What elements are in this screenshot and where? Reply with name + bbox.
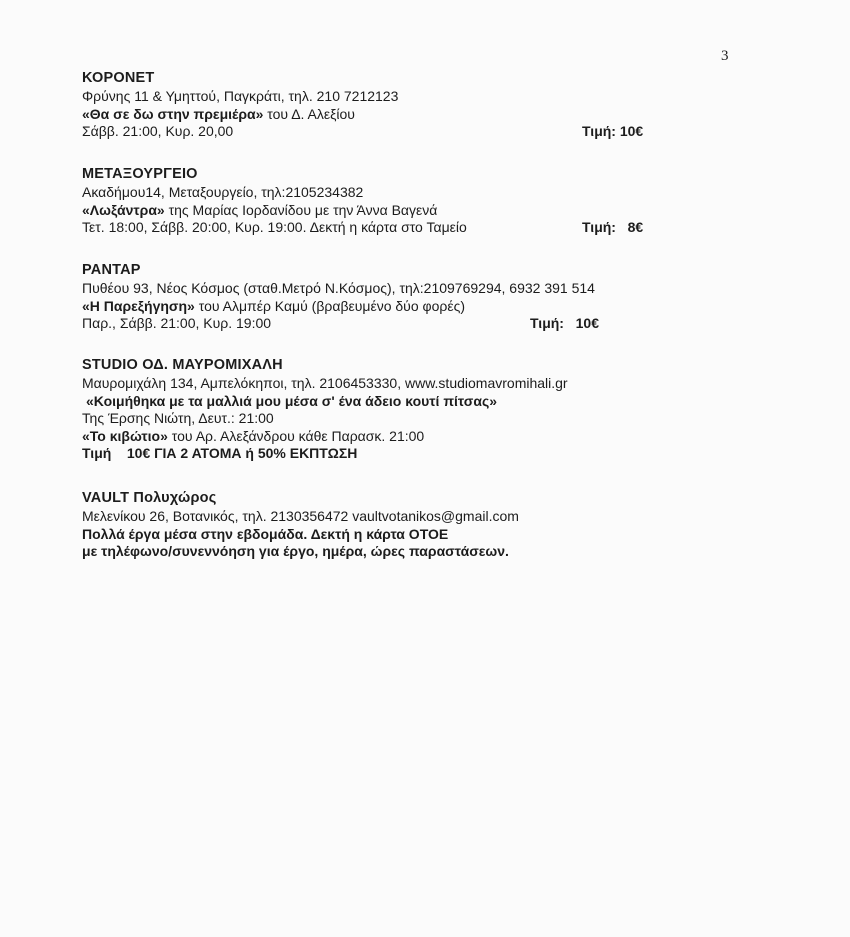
- venue-studio-mavromihali: [82, 356, 662, 463]
- venue-vault: [82, 489, 662, 561]
- price: [582, 219, 643, 237]
- play-credit: του Αλμπέρ Καμύ (βραβευμένο δύο φορές): [194, 297, 465, 314]
- venue-address: Πυθέου 93, Νέος Κόσμος (σταθ.Μετρό Ν.Κόσμος), τηλ:2109769294, 6932 391 514: [82, 280, 595, 296]
- venue-radar: [82, 261, 662, 333]
- venue-name: STUDIO ΟΔ. ΜΑΥΡΟΜΙΧΑΛΗ: [82, 357, 283, 373]
- price-value: 10€: [575, 315, 599, 331]
- page-number: 3: [721, 48, 729, 64]
- venue-address: Μαυρομιχάλη 134, Αμπελόκηποι, τηλ. 2106453330, www.studiomavromihali.gr: [82, 375, 568, 391]
- play1-credit: Της Έρσης Νιώτη, Δευτ.: 21:00: [82, 410, 274, 426]
- schedule: Τετ. 18:00, Σάββ. 20:00, Κυρ. 19:00. Δεκτή η κάρτα στο Ταμείο: [82, 219, 467, 235]
- venue-name: ΚΟΡΟΝΕΤ: [82, 70, 155, 86]
- venue-address: Φρύνης 11 & Υμηττού, Παγκράτι, τηλ. 210 7212123: [82, 88, 399, 104]
- price-label: Τιμή:: [530, 315, 564, 331]
- schedule: Σάββ. 21:00, Κυρ. 20,00: [82, 123, 234, 139]
- venue-name: VAULT Πολυχώρος: [82, 490, 217, 506]
- price-label: Τιμή: [82, 445, 112, 461]
- play2-credit: του Αρ. Αλεξάνδρου κάθε Παρασκ. 21:00: [167, 427, 425, 444]
- price: [582, 123, 643, 141]
- play2-line: [82, 428, 662, 446]
- venue-address: Μελενίκου 26, Βοτανικός, τηλ. 2130356472 vaultvotanikos@gmail.com: [82, 508, 519, 524]
- price-label: Τιμή:: [582, 123, 616, 139]
- venue-koronet: [82, 69, 662, 141]
- price-value: 8€: [627, 219, 644, 235]
- play-credit: του Δ. Αλεξίου: [263, 105, 355, 122]
- venue-name: ΡΑΝΤΑΡ: [82, 262, 141, 278]
- play-line: [82, 298, 662, 316]
- price-line: [82, 445, 662, 463]
- price: [530, 315, 599, 333]
- venue-name: ΜΕΤΑΞΟΥΡΓΕΙΟ: [82, 166, 198, 182]
- play2-title: «Το κιβώτιο»: [82, 427, 168, 444]
- price-value: 10€: [619, 123, 644, 139]
- play-title: «Θα σε δω στην πρεμιέρα»: [82, 105, 264, 122]
- play-line: [82, 202, 662, 220]
- play1-title: «Κοιμήθηκα με τα μαλλιά μου μέσα σ' ένα άδειο κουτί πίτσας»: [86, 392, 498, 409]
- venue-address: Ακαδήμου14, Μεταξουργείο, τηλ:2105234382: [82, 184, 364, 200]
- play-line: [82, 106, 662, 124]
- price-value: 10€ ΓΙΑ 2 ΑΤΟΜΑ ή 50% ΕΚΠΤΩΣΗ: [126, 445, 358, 461]
- schedule-line: [82, 123, 662, 141]
- price-label: Τιμή:: [582, 219, 616, 235]
- venue-note: με τηλέφωνο/συνεννόηση για έργο, ημέρα, ώρες παραστάσεων.: [82, 543, 509, 559]
- venue-note: Πολλά έργα μέσα στην εβδομάδα. Δεκτή η κάρτα ΟΤΟΕ: [82, 525, 449, 542]
- schedule-line: [82, 315, 662, 333]
- play-title: «Λωξάντρα»: [82, 201, 165, 218]
- schedule-line: [82, 219, 662, 237]
- venue-metaxourgeio: [82, 165, 662, 237]
- schedule: Παρ., Σάββ. 21:00, Κυρ. 19:00: [82, 315, 272, 331]
- play-title: «Η Παρεξήγηση»: [82, 297, 195, 314]
- play-credit: της Μαρίας Ιορδανίδου με την Άννα Βαγενά: [164, 201, 438, 218]
